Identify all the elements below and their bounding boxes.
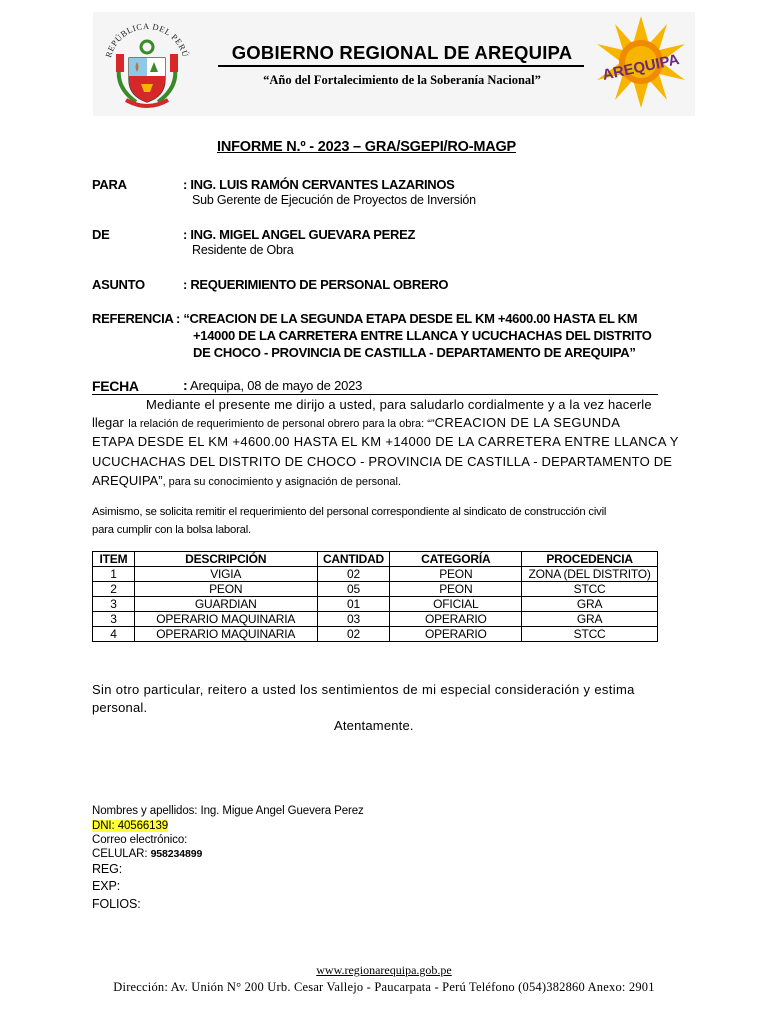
table-cell: 02	[317, 627, 390, 642]
table-cell: ZONA (DEL DISTRITO)	[522, 567, 658, 582]
table-cell: STCC	[522, 582, 658, 597]
signer-name: Nombres y apellidos: Ing. Migue Angel Guevera Perez	[92, 805, 364, 817]
para-label: PARA	[92, 177, 127, 192]
para-subtitle: Sub Gerente de Ejecución de Proyectos de Inversión	[192, 193, 476, 207]
table-cell: VIGIA	[134, 567, 317, 582]
referencia-line: +14000 DE LA CARRETERA ENTRE LLANCA Y UCUCHACHAS DEL DISTRITO	[193, 328, 652, 343]
table-header-row	[93, 552, 658, 567]
signer-phone	[92, 848, 202, 860]
de-subtitle: Residente de Obra	[192, 243, 294, 257]
table-row	[93, 612, 658, 627]
peru-coat-of-arms-icon	[96, 14, 198, 114]
fecha-colon: :	[183, 377, 188, 393]
personnel-requirement-table	[92, 551, 658, 642]
table-cell: 03	[317, 612, 390, 627]
paragraph-text: llegar	[92, 415, 124, 430]
exp-label: EXP:	[92, 879, 121, 893]
arequipa-sun-logo-icon	[590, 14, 692, 114]
fecha-label: FECHA	[92, 378, 139, 394]
closing-line: personal.	[92, 700, 148, 715]
fecha-value: Arequipa, 08 de mayo de 2023	[190, 378, 363, 393]
paragraph-line: para cumplir con la bolsa laboral.	[92, 524, 251, 536]
table-cell: PEON	[390, 582, 522, 597]
regards-text: Atentamente.	[334, 718, 414, 733]
asunto-value: : REQUERIMIENTO DE PERSONAL OBRERO	[183, 277, 449, 292]
de-label: DE	[92, 227, 110, 242]
paragraph-line-composite	[92, 414, 620, 432]
table-cell: 3	[93, 612, 135, 627]
table-cell: 4	[93, 627, 135, 642]
paragraph-text: CREACION DE LA SEGUNDA	[434, 415, 621, 430]
column-header: DESCRIPCIÓN	[134, 552, 317, 567]
table-cell: 1	[93, 567, 135, 582]
table-cell: PEON	[134, 582, 317, 597]
table-cell: 3	[93, 597, 135, 612]
signer-email: Correo electrónico:	[92, 834, 188, 846]
referencia-line: DE CHOCO - PROVINCIA DE CASTILLA - DEPARTAMENTO DE AREQUIPA”	[193, 345, 636, 360]
table-cell: 01	[317, 597, 390, 612]
signer-dni	[92, 820, 168, 832]
reg-label: REG:	[92, 862, 123, 876]
phone-label: CELULAR:	[92, 848, 148, 860]
column-header: PROCEDENCIA	[522, 552, 658, 567]
paragraph-line: Mediante el presente me dirijo a usted, para saludarlo cordialmente y a la vez hacerle	[146, 397, 652, 412]
para-value: : ING. LUIS RAMÓN CERVANTES LAZARINOS	[183, 177, 455, 192]
folios-label: FOLIOS:	[92, 897, 141, 911]
table-cell: OPERARIO MAQUINARIA	[134, 612, 317, 627]
closing-line: Sin otro particular, reitero a usted los sentimientos de mi especial consideración y estima	[92, 682, 635, 697]
year-motto: “Año del Fortalecimiento de la Soberanía Nacional”	[263, 73, 541, 87]
referencia-label: REFERENCIA	[92, 311, 174, 326]
table-cell: OPERARIO	[390, 627, 522, 642]
table-row	[93, 597, 658, 612]
title-underline	[218, 65, 584, 67]
table-cell: OPERARIO	[390, 612, 522, 627]
fecha-divider	[92, 394, 658, 395]
paragraph-line: ETAPA DESDE EL KM +4600.00 HASTA EL KM +14000 DE LA CARRETERA ENTRE LLANCA Y	[92, 434, 679, 449]
asunto-label: ASUNTO	[92, 277, 145, 292]
phone-number: 958234899	[150, 848, 203, 860]
column-header: ITEM	[93, 552, 135, 567]
column-header: CANTIDAD	[317, 552, 390, 567]
referencia-line: : “CREACION DE LA SEGUNDA ETAPA DESDE EL KM +4600.00 HASTA EL KM	[176, 311, 638, 326]
table-cell: GRA	[522, 612, 658, 627]
government-title: GOBIERNO REGIONAL DE AREQUIPA	[231, 42, 573, 63]
table-row	[93, 567, 658, 582]
paragraph-line: UCUCHACHAS DEL DISTRITO DE CHOCO - PROVINCIA DE CASTILLA - DEPARTAMENTO DE	[92, 454, 673, 469]
table-cell: STCC	[522, 627, 658, 642]
table-cell: 2	[93, 582, 135, 597]
table-cell: OPERARIO MAQUINARIA	[134, 627, 317, 642]
paragraph-line-composite	[92, 472, 401, 490]
emblem-arc-text: REPÚBLICA DEL PERÚ	[103, 20, 191, 59]
table-cell: GRA	[522, 597, 658, 612]
paragraph-text: AREQUIPA”	[92, 473, 163, 488]
arequipa-logo-text: AREQUIPA	[600, 51, 681, 84]
table-cell: GUARDIAN	[134, 597, 317, 612]
de-value: : ING. MIGEL ANGEL GUEVARA PEREZ	[183, 227, 416, 242]
column-header: CATEGORÍA	[390, 552, 522, 567]
table-cell: 05	[317, 582, 390, 597]
footer-address: Dirección: Av. Unión N° 200 Urb. Cesar Vallejo - Paucarpata - Perú Teléfono (054)382860 Anexo: 2901	[113, 980, 655, 994]
table-cell: 02	[317, 567, 390, 582]
paragraph-text: la relación de requerimiento de personal obrero para la obra: “”	[128, 418, 435, 430]
dni-highlight: DNI: 40566139	[92, 820, 169, 832]
website-link[interactable]: www.regionarequipa.gob.pe	[316, 963, 452, 977]
table-row	[93, 627, 658, 642]
table-row	[93, 582, 658, 597]
report-title: INFORME N.º - 2023 – GRA/SGEPI/RO-MAGP	[217, 139, 517, 155]
paragraph-line: Asimismo, se solicita remitir el requerimiento del personal correspondiente al sindicato de construcción civil	[92, 506, 607, 518]
table-cell: OFICIAL	[390, 597, 522, 612]
paragraph-text: , para su conocimiento y asignación de personal.	[162, 476, 402, 488]
table-cell: PEON	[390, 567, 522, 582]
